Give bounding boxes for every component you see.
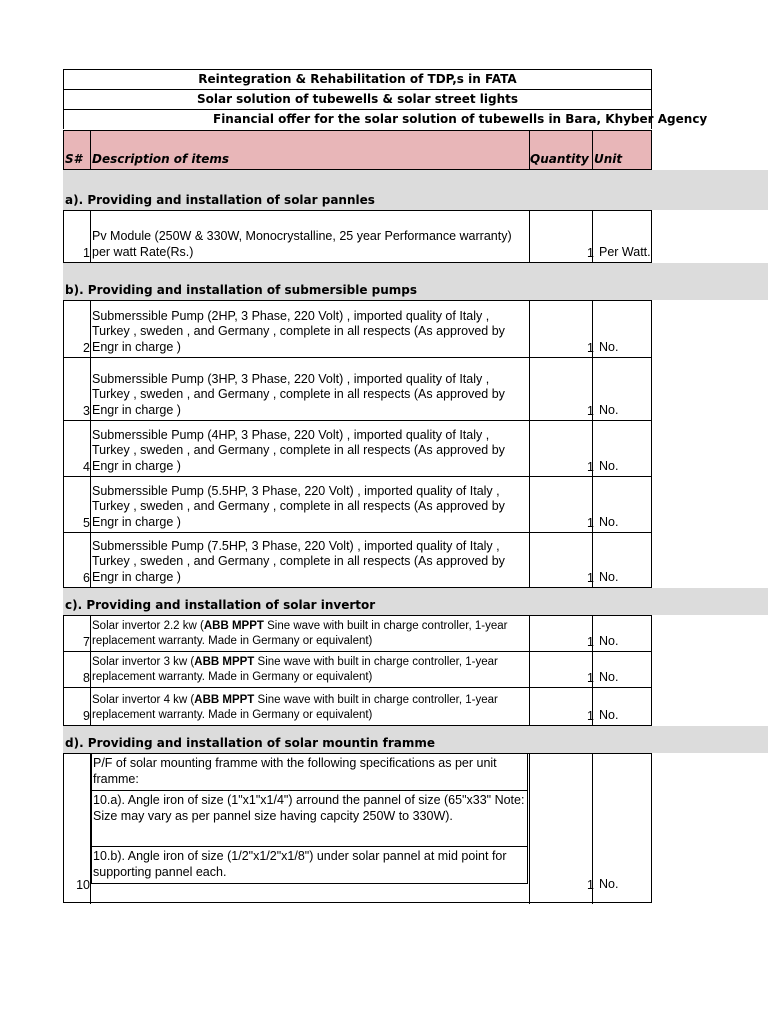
cell-quantity: 1 — [587, 571, 594, 585]
cell-description: Solar invertor 2.2 kw (ABB MPPT Sine wave with built in charge controller, 1-year replacement warranty. Made in Germany or equivalent) — [92, 620, 508, 647]
cell-unit: No. — [599, 339, 619, 354]
cell-sn: 10 — [76, 878, 90, 892]
cell-sn: 4 — [83, 460, 90, 474]
sub-item-description: 10.a). Angle iron of size (1"x1"x1/4") arround the pannel of size (65"x33" Note: Size may vary as per pannel size having capcity 250W to 330W). — [91, 790, 528, 847]
cell-unit: No. — [599, 707, 619, 722]
section-a-header — [63, 170, 768, 210]
table-row — [63, 615, 652, 652]
cell-unit: No. — [599, 669, 619, 684]
cell-unit: No. — [599, 514, 619, 529]
table-row — [63, 652, 652, 688]
section-b-label: b). Providing and installation of submersible pumps — [65, 283, 418, 297]
cell-unit: No. — [599, 458, 619, 473]
section-c-label: c). Providing and installation of solar invertor — [65, 598, 376, 612]
table-row — [63, 210, 652, 263]
header-title-line3: Financial offer for the solar solution of tubewells in Bara, Khyber Agency — [63, 109, 652, 129]
cell-unit: No. — [599, 402, 619, 417]
cell-unit: Per Watt. — [599, 244, 651, 259]
header-title-line1: Reintegration & Rehabilitation of TDP,s in FATA — [63, 69, 652, 89]
cell-description: Submerssible Pump (4HP, 3 Phase, 220 Volt) , imported quality of Italy , Turkey , sweden , and Germany , complete in all respects (As approved by Engr in charge ) — [92, 427, 505, 473]
section-c-header — [63, 588, 768, 615]
cell-sn: 3 — [83, 404, 90, 418]
cell-description: Solar invertor 3 kw (ABB MPPT Sine wave with built in charge controller, 1-year replacement warranty. Made in Germany or equivalent) — [92, 656, 498, 683]
table-row — [63, 421, 652, 477]
column-header-row — [63, 130, 652, 170]
table-row — [63, 358, 652, 421]
header-title-line2: Solar solution of tubewells & solar street lights — [63, 89, 652, 109]
cell-description: Pv Module (250W & 330W, Monocrystalline, 25 year Performance warranty) per watt Rate(Rs.) — [92, 229, 512, 259]
cell-quantity: 1 — [587, 516, 594, 530]
cell-sn: 9 — [83, 709, 90, 723]
sub-item-description: 10.b). Angle iron of size (1/2"x1/2"x1/8") under solar pannel at mid point for supporting pannel each. — [91, 846, 528, 884]
cell-quantity: 1 — [587, 635, 594, 649]
cell-description: Solar invertor 4 kw (ABB MPPT Sine wave with built in charge controller, 1-year replacement warranty. Made in Germany or equivalent) — [92, 694, 498, 721]
cell-sn: 6 — [83, 571, 90, 585]
cell-quantity: 1 — [587, 460, 594, 474]
cell-quantity: 1 — [587, 404, 594, 418]
section-d-header — [63, 726, 768, 753]
table-row — [63, 477, 652, 533]
cell-quantity: 1 — [587, 341, 594, 355]
column-header-quantity: Quantity — [530, 152, 589, 166]
cell-quantity: 1 — [587, 246, 594, 260]
sub-item-description: P/F of solar mounting framme with the following specifications as per unit framme: — [91, 753, 528, 791]
section-b-header — [63, 263, 768, 300]
table-row — [63, 688, 652, 726]
cell-quantity: 1 — [587, 878, 594, 892]
cell-sn: 7 — [83, 635, 90, 649]
section-a-label: a). Providing and installation of solar pannles — [65, 193, 375, 207]
cell-quantity: 1 — [587, 709, 594, 723]
cell-unit: No. — [599, 633, 619, 648]
table-row — [63, 533, 652, 588]
table-row — [63, 300, 652, 358]
cell-unit: No. — [599, 876, 619, 891]
column-header-sn: S# — [65, 152, 82, 166]
column-header-description: Description of items — [92, 152, 230, 166]
cell-description: Submerssible Pump (5.5HP, 3 Phase, 220 Volt) , imported quality of Italy , Turkey , sweden , and Germany , complete in all respects (As approved by Engr in charge ) — [92, 483, 505, 529]
cell-unit: No. — [599, 569, 619, 584]
cell-description: Submerssible Pump (2HP, 3 Phase, 220 Volt) , imported quality of Italy , Turkey , sweden , and Germany , complete in all respects (As approved by Engr in charge ) — [92, 308, 505, 354]
cell-sn: 5 — [83, 516, 90, 530]
cell-description: Submerssible Pump (7.5HP, 3 Phase, 220 Volt) , imported quality of Italy , Turkey , sweden , and Germany , complete in all respects (As approved by Engr in charge ) — [92, 538, 505, 584]
cell-sn: 8 — [83, 671, 90, 685]
cell-sn: 1 — [83, 246, 90, 260]
cell-sn: 2 — [83, 341, 90, 355]
column-header-unit: Unit — [594, 152, 623, 166]
cell-description: Submerssible Pump (3HP, 3 Phase, 220 Volt) , imported quality of Italy , Turkey , sweden , and Germany , complete in all respects (As approved by Engr in charge ) — [92, 371, 505, 417]
section-d-label: d). Providing and installation of solar mountin framme — [65, 736, 436, 750]
cell-quantity: 1 — [587, 671, 594, 685]
